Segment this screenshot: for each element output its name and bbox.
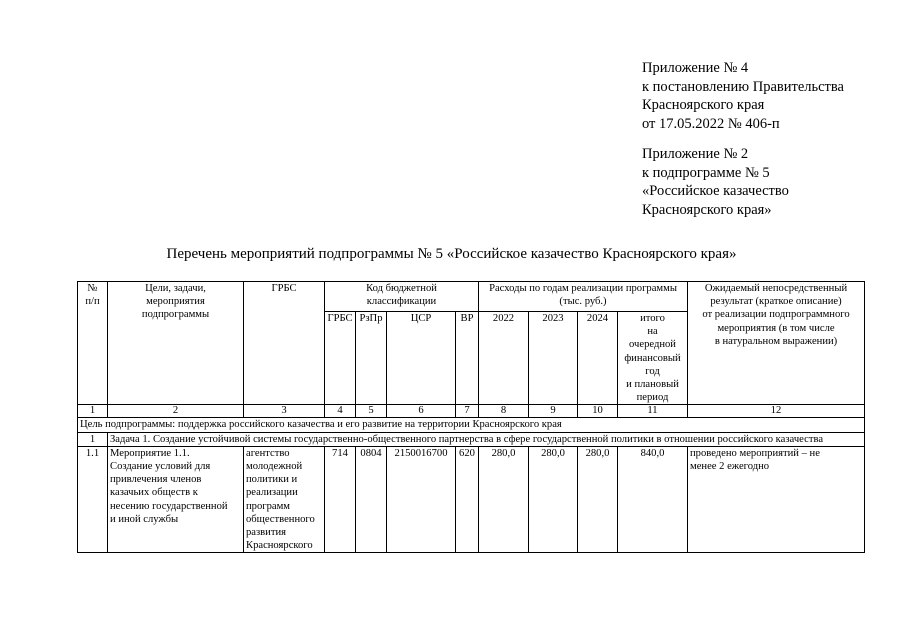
measure-name-line: Создание условий для [110, 461, 211, 473]
header-row-top [78, 282, 865, 312]
goal-text: Цель подпрограммы: поддержка российского казачества и его развитие на территории Красноярского края [78, 418, 865, 432]
header-year-2023: 2023 [529, 312, 578, 405]
measure-name-line: казачьих обществ к [110, 487, 198, 499]
header-text: классификации [366, 296, 437, 308]
column-number: 11 [618, 405, 688, 418]
header-grbs: ГРБС [244, 282, 325, 405]
header-total [618, 312, 688, 405]
header-text: № [87, 283, 98, 294]
header-code-vr: ВР [456, 312, 479, 405]
header-text: итого [640, 313, 665, 324]
header-text: в натуральном выражении) [714, 335, 838, 347]
column-number: 7 [456, 405, 479, 418]
column-number: 10 [578, 405, 618, 418]
task-number: 1 [78, 432, 108, 446]
measures-table [77, 281, 865, 553]
header-text: (тыс. руб.) [559, 296, 607, 308]
task-row [78, 432, 865, 446]
grbs-line: развития [246, 527, 287, 539]
header-text: подпрограммы [141, 309, 210, 321]
header-text: Код бюджетной [366, 283, 437, 294]
appendix-line: «Российское казачество [642, 183, 789, 199]
appendix-4-header [642, 59, 844, 133]
header-text: мероприятия [146, 296, 205, 308]
appendix-line: от 17.05.2022 № 406-п [642, 115, 780, 132]
header-text: п/п [85, 296, 100, 308]
header-goals [108, 282, 244, 405]
column-number: 12 [688, 405, 865, 418]
header-expenses [479, 282, 688, 312]
measure-name-line: несению государственной [110, 500, 228, 512]
header-text: Ожидаемый непосредственный [704, 283, 848, 294]
header-text: результат (краткое описание) [710, 296, 842, 308]
column-number: 2 [108, 405, 244, 418]
column-number: 8 [479, 405, 529, 418]
column-number: 5 [356, 405, 387, 418]
header-year-2024: 2024 [578, 312, 618, 405]
measure-code-csr: 2150016700 [387, 446, 456, 553]
column-number: 1 [78, 405, 108, 418]
header-text: финансовый [624, 352, 681, 364]
appendix-line: Приложение № 2 [642, 146, 749, 162]
grbs-line: общественного [246, 513, 315, 525]
header-num [78, 282, 108, 405]
measure-2024: 280,0 [578, 446, 618, 553]
column-number: 3 [244, 405, 325, 418]
measure-name-line: привлечения членов [110, 474, 202, 486]
header-code-rzpr: РзПр [356, 312, 387, 405]
header-text: на [647, 326, 658, 338]
appendix-line: Красноярского края» [642, 201, 772, 218]
appendix-line: Красноярского края [642, 97, 765, 113]
header-text: от реализации подпрограммного [702, 309, 850, 321]
grbs-line: молодежной [246, 461, 303, 473]
header-year-2022: 2022 [479, 312, 529, 405]
header-text: Расходы по годам реализации программы [489, 283, 677, 294]
grbs-line: Красноярского [246, 540, 313, 552]
appendix-line: Приложение № 4 [642, 60, 749, 76]
column-number: 4 [325, 405, 356, 418]
column-number: 6 [387, 405, 456, 418]
appendix-2-header [642, 145, 789, 219]
result-line: менее 2 ежегодно [690, 461, 770, 473]
measure-2023: 280,0 [529, 446, 578, 553]
grbs-line: реализации [246, 487, 298, 499]
measure-grbs [244, 446, 325, 553]
measure-code-grbs: 714 [325, 446, 356, 553]
header-text: период [636, 392, 669, 404]
measure-number: 1.1 [78, 446, 108, 553]
result-line: проведено мероприятий – не [690, 447, 820, 459]
header-code-grbs: ГРБС [325, 312, 356, 405]
measure-name [108, 446, 244, 553]
measure-name-line: Мероприятие 1.1. [110, 447, 190, 459]
column-numbers-row [78, 405, 865, 418]
measure-row [78, 446, 865, 553]
column-number: 9 [529, 405, 578, 418]
appendix-line: к подпрограмме № 5 [642, 164, 770, 181]
document-title: Перечень мероприятий подпрограммы № 5 «Российское казачество Красноярского края» [166, 246, 737, 262]
header-code-csr: ЦСР [387, 312, 456, 405]
header-text: и плановый [626, 379, 679, 391]
grbs-line: программ [246, 500, 291, 512]
goal-row [78, 418, 865, 432]
header-budget-code [325, 282, 479, 312]
grbs-line: агентство [246, 447, 290, 459]
appendix-line: к постановлению Правительства [642, 78, 844, 95]
measure-name-line: и иной службы [110, 513, 179, 525]
grbs-line: политики и [246, 474, 298, 486]
measure-total: 840,0 [618, 446, 688, 553]
task-text: Задача 1. Создание устойчивой системы государственно-общественного партнерства в сфере государственной политики в отношении российского казачества [108, 432, 865, 446]
measure-result [688, 446, 865, 553]
measure-code-rzpr: 0804 [356, 446, 387, 553]
header-text: очередной [629, 339, 676, 351]
header-text: мероприятия (в том числе [717, 322, 835, 334]
header-text: год [645, 365, 660, 377]
header-text: Цели, задачи, [145, 283, 206, 294]
measure-2022: 280,0 [479, 446, 529, 553]
header-result [688, 282, 865, 405]
measure-code-vr: 620 [456, 446, 479, 553]
